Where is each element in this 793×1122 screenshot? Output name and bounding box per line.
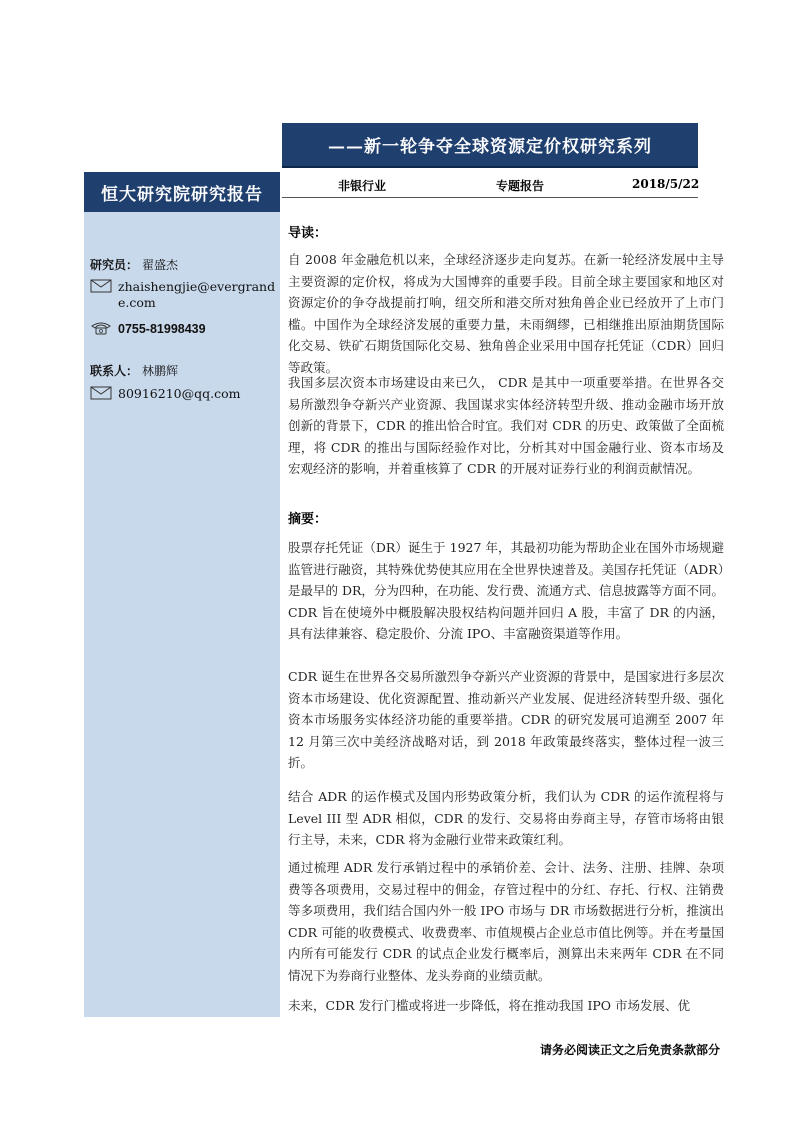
- contact-label: 联系人：: [90, 364, 139, 378]
- series-title-banner: ——新一轮争夺全球资源定价权研究系列: [282, 123, 698, 168]
- summary-heading: 摘要：: [288, 512, 328, 527]
- contact-row: [90, 362, 178, 379]
- researcher-name: 翟盛杰: [142, 258, 179, 272]
- contact-email-row: [90, 386, 278, 402]
- summary-paragraph-5: 未来，CDR 发行门槛或将进一步降低，将在推动我国 IPO 市场发展、优: [288, 998, 691, 1013]
- summary-paragraph-4: 通过梳理 ADR 发行承销过程中的承销价差、会计、法务、注册、挂牌、杂项费等各项费用，交易过程中的佣金，存管过程中的分红、存托、行权、注销费等多项费用，我们结合国内外一般 IPO 市场与 DR 市场数据进行分析，推演出 CDR 可能的收费模式、收费费率、市值规模占企业总市值比例等。并在考量国内所有可能发行 CDR 的试点企业发行概率后，测算出未来两年 CDR 在不同情况下为券商行业整体、龙头券商的业绩贡献。: [288, 860, 724, 983]
- researcher-email[interactable]: zhaishengjie@evergrande.com: [118, 279, 276, 310]
- summary-paragraph-3: 结合 ADR 的运作模式及国内形势政策分析，我们认为 CDR 的运作流程将与 Level III 型 ADR 相似，CDR 的发行、交易将由券商主导，存管市场将由银行主导，未来，CDR 将为金融行业带来政策红利。: [288, 789, 724, 848]
- org-title: 恒大研究院研究报告: [84, 172, 280, 212]
- report-date: 2018/5/22: [632, 177, 700, 191]
- header-divider: [282, 197, 698, 198]
- contact-email[interactable]: 80916210@qq.com: [118, 386, 241, 401]
- summary-paragraph-1: 股票存托凭证（DR）诞生于 1927 年，其最初功能为帮助企业在国外市场规避监管进行融资，其特殊优势使其应用在全世界快速普及。美国存托凭证（ADR）是最早的 DR，分为四种，在功能、发行费、流通方式、信息披露等方面不同。CDR 旨在使境外中概股解决股权结构问题并回归 A 股，丰富了 DR 的内涵，具有法律兼容、稳定股价、分流 IPO、丰富融资渠道等作用。: [288, 540, 724, 642]
- disclaimer-note: 请务必阅读正文之后免责条款部分: [539, 1043, 720, 1057]
- industry-label: 非银行业: [338, 179, 387, 193]
- intro-heading: 导读：: [288, 226, 328, 241]
- researcher-phone-row: [90, 321, 278, 337]
- intro-paragraph-1: 自 2008 年金融危机以来，全球经济逐步走向复苏。在新一轮经济发展中主导主要资源的定价权，将成为大国博弈的重要手段。目前全球主要国家和地区对资源定价的争夺战提前打响，纽交所和港交所对独角兽企业已经放开了上市门槛。中国作为全球经济发展的重要力量，未雨绸缪，已相继推出原油期货国际化交易、铁矿石期货国际化交易、独角兽企业采用中国存托凭证（CDR）回归等政策。: [288, 252, 724, 375]
- envelope-icon: [90, 386, 112, 400]
- summary-paragraph-2: CDR 诞生在世界各交易所激烈争夺新兴产业资源的背景中，是国家进行多层次资本市场建设、优化资源配置、推动新兴产业发展、促进经济转型升级、强化资本市场服务实体经济功能的重要举措。CDR 的研究发展可追溯至 2007 年 12 月第三次中美经济战略对话，到 2018 年政策最终落实，整体过程一波三折。: [288, 669, 724, 771]
- researcher-phone[interactable]: 0755-81998439: [118, 322, 206, 336]
- phone-icon: [90, 321, 112, 335]
- contact-name: 林鹏辉: [142, 364, 179, 378]
- report-type-label: 专题报告: [496, 179, 545, 193]
- researcher-row: [90, 256, 178, 273]
- intro-paragraph-2: 我国多层次资本市场建设由来已久， CDR 是其中一项重要举措。在世界各交易所激烈争夺新兴产业资源、我国谋求实体经济转型升级、推动金融市场开放创新的背景下，CDR 的推出恰合时宜。我们对 CDR 的历史、政策做了全面梳理，将 CDR 的推出与国际经验作对比，分析其对中国金融行业、资本市场及宏观经济的影响，并着重核算了 CDR 的开展对证券行业的利润贡献情况。: [288, 375, 724, 477]
- researcher-label: 研究员：: [90, 258, 139, 272]
- envelope-icon: [90, 279, 112, 293]
- researcher-email-row: [90, 279, 278, 311]
